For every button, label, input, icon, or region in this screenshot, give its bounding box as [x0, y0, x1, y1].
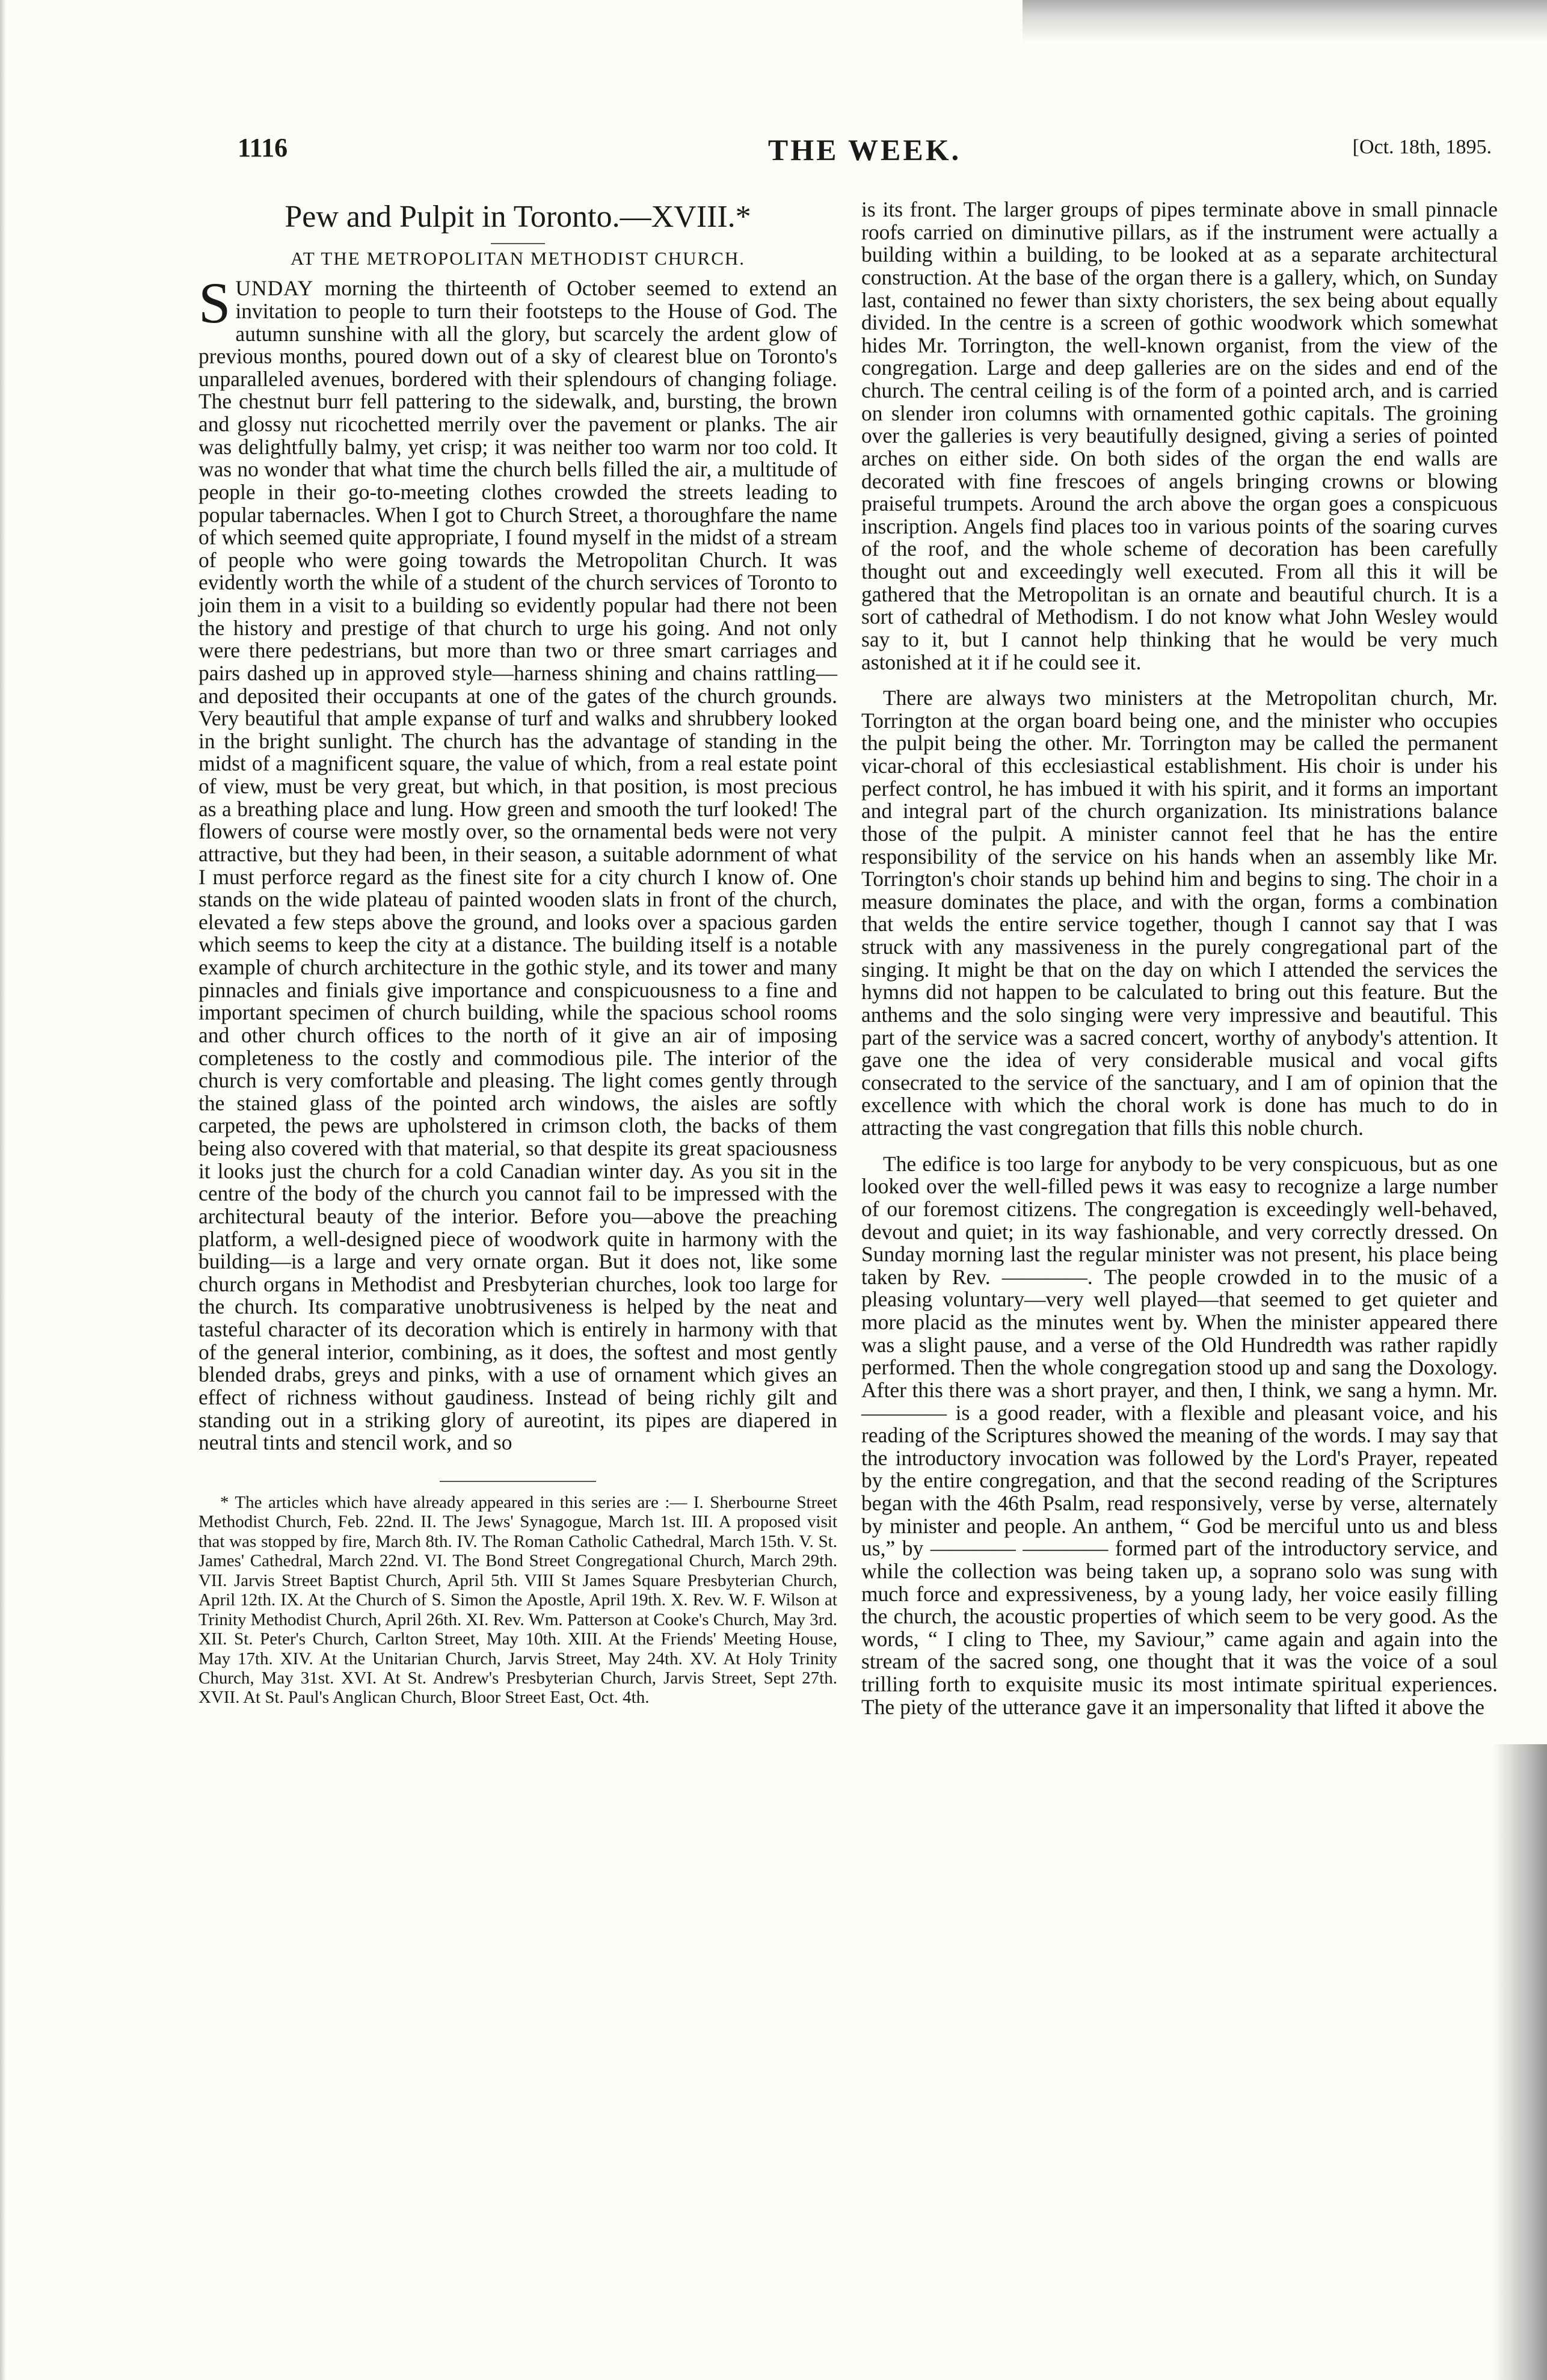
scan-edge-shadow-top: [1023, 0, 1547, 42]
scan-edge-shadow-right: [1493, 1744, 1547, 2380]
scan-edge-shadow-left: [0, 0, 6, 2380]
article-paragraph-3: There are always two ministers at the Metropolitan church, Mr. Torrington at the organ board being one, and the minister who occupies the pulpit being the other. Mr. Torrington may be called the permanent vicar-choral of this ecclesiastical establishment. His choir is under his perfect control, he has imbued it with his spirit, and it forms an important and integral part of the church organization. Its ministrations balance those of the pulpit. A minister cannot feel that he has the entire responsibility of the service on his hands when an assembly like Mr. Torrington's choir stands up behind him and begins to sing. The choir in a measure dominates the place, and with the organ, forms a combination that welds the entire service together, though I cannot say that I was struck with any massiveness in the purely congregational part of the singing. It might be that on the day on which I attended the services the hymns did not happen to be calculated to bring out this feature. But the anthems and the solo singing were very impressive and beautiful. This part of the service was a sacred concert, worthy of anybody's attention. It gave one the idea of very considerable musical and vocal gifts consecrated to the service of the sanctuary, and I am of opinion that the excellence with which the choral work is done has much to do in attracting the vast congregation that fills this noble church.: [861, 686, 1498, 1140]
article-title: Pew and Pulpit in Toronto.—XVIII.*: [284, 200, 751, 234]
article-paragraph-4: The edifice is too large for anybody to be very conspicuous, but as one looked over the well-filled pews it was easy to recognize a large number of our foremost citizens. The congregation is exceedingly well-behaved, devout and quiet; in its way fashionable, and very correctly dressed. On Sunday morning last the regular minister was not present, his place being taken by Rev. ————. The people crowded in to the music of a pleasing voluntary—very well played—that seemed to get quieter and more placid as the minutes went by. When the minister appeared there was a slight pause, and a verse of the Old Hundredth was rather rapidly performed. Then the whole congregation stood up and sang the Doxology. After this there was a short prayer, and then, I think, we sang a hymn. Mr. ———— is a good reader, with a flexible and pleasant voice, and his reading of the Scriptures showed the meaning of the words. I may say that the introductory invocation was followed by the Lord's Prayer, repeated by the entire congregation, and that the second reading of the Scriptures began with the 46th Psalm, read responsively, verse by verse, alternately by minister and people. An anthem, “ God be merciful unto us and bless us,” by ———— ———— formed part of the introductory service, and while the collection was being taken up, a soprano solo was sung with much force and expressiveness, by a young lady, her voice easily filling the church, the acoustic properties of which seem to be very good. As the words, “ I cling to Thee, my Saviour,” came again and again into the stream of the sacred song, one thought that it was the voice of a soul trilling forth to exquisite music its most intimate spiritual experiences. The piety of the utterance gave it an impersonality that lifted it above the: [861, 1151, 1498, 1719]
right-column: [861, 198, 1498, 1718]
journal-title: THE WEEK.: [767, 133, 962, 167]
left-column: [198, 198, 837, 1708]
title-divider: [491, 243, 545, 244]
article-paragraph-1: [198, 271, 837, 1455]
article-subtitle: AT THE METROPOLITAN METHODIST CHURCH.: [290, 248, 746, 269]
paragraph-1-text: morning the thirteenth of October seemed to extend an invitation to people to turn their footsteps to the House of God. The autumn sunshine with all the glory, but scarcely the ardent glow of previous months, poured down out of a sky of clearest blue on Toronto's unparalleled avenues, bordered with their splendours of changing foliage. The chestnut burr fell pattering to the sidewalk, and, bursting, the brown and glossy nut ricochetted merrily over the pavement or planks. The air was delightfully balmy, yet crisp; it was neither too warm nor too cold. It was no wonder that what time the church bells filled the air, a multitude of people in their go-to-meeting clothes crowded the streets leading to popular tabernacles. When I got to Church Street, a thoroughfare the name of which seemed quite appropriate, I found myself in the midst of a stream of people who were going towards the Metropolitan Church. It was evidently worth the while of a student of the church services of Toronto to join them in a visit to a building so evidently popular had there not been the history and prestige of that church to urge his going. And not only were there pedestrians, but more than two or three smart carriages and pairs dashed up in approved style—harness shining and chains rattling—and deposited their occupants at one of the gates of the church grounds. Very beautiful that ample expanse of turf and walks and shrubbery looked in the bright sunlight. The church has the advantage of standing in the midst of a magnificent square, the value of which, from a real estate point of view, must be very great, but which, in that position, is most precious as a breathing place and lung. How green and smooth the turf looked! The flowers of course were mostly over, so the ornamental beds were not very attractive, but they had been, in their season, a suitable adornment of what I must perforce regard as the finest site for a city church I know of. One stands on the wide plateau of painted wooden slats in front of the church, elevated a few steps above the ground, and looks over a spacious garden which seems to keep the city at a distance. The building itself is a notable example of church architecture in the gothic style, and its tower and many pinnacles and finials give importance and conspicuousness to a fine and important specimen of church building, while the spacious school rooms and other church offices to the north of it give an air of imposing completeness to the costly and commodious pile. The interior of the church is very comfortable and pleasing. The light comes gently through the stained glass of the pointed arch windows, the aisles are softly carpeted, the pews are upholstered in crimson cloth, the backs of them being also covered with that material, so that despite its great spaciousness it looks just the church for a cold Canadian winter day. As you sit in the centre of the body of the church you cannot fail to be impressed with the architectural beauty of the interior. Before you—above the preaching platform, a well-designed piece of woodwork quite in harmony with the building—is a large and very ornate organ. But it does not, like some church organs in Methodist and Presbyterian churches, look too large for the church. Its comparative unobtrusiveness is helped by the neat and tasteful character of its decoration which is entirely in harmony with that of the general interior, combining, as it does, the softest and most gently blended drabs, greys and pinks, with a use of ornament which gives an effect of richness without gaudiness. Instead of being richly gilt and standing out in a striking glory of aureotint, its pipes are diapered in neutral tints and stencil work, and so: [198, 276, 837, 1455]
series-footnote: * The articles which have already appeared in this series are :— I. Sherbourne Street Methodist Church, Feb. 22nd. II. The Jews' Synagogue, March 1st. III. A proposed visit that was stopped by fire, March 8th. IV. The Roman Catholic Cathedral, March 15th. V. St. James' Cathedral, March 22nd. VI. The Bond Street Congregational Church, March 29th. VII. Jarvis Street Baptist Church, April 5th. VIII St James Square Presbyterian Church, April 12th. IX. At the Church of S. Simon the Apostle, April 19th. X. Rev. W. F. Wilson at Trinity Methodist Church, April 26th. XI. Rev. Wm. Patterson at Cooke's Church, May 3rd. XII. St. Peter's Church, Carlton Street, May 10th. XIII. At the Friends' Meeting House, May 17th. XIV. At the Unitarian Church, Jarvis Street, May 24th. XV. At Holy Trinity Church, May 31st. XVI. At St. Andrew's Presbyterian Church, Jarvis Street, Sept 27th. XVII. At St. Paul's Anglican Church, Bloor Street East, Oct. 4th.: [198, 1492, 837, 1708]
lead-smallcaps: UNDAY: [235, 276, 314, 301]
page-header: [238, 132, 1492, 174]
footnote-divider: [440, 1481, 596, 1482]
article-paragraph-2: is its front. The larger groups of pipes terminate above in small pinnacle roofs carried on diminutive pillars, as if the instrument were actually a building within a building, to be looked at as a separate architectural construction. At the base of the organ there is a gallery, which, on Sunday last, contained no fewer than sixty choristers, the sex being about equally divided. In the centre is a screen of gothic woodwork which somewhat hides Mr. Torrington, the well-known organist, from the view of the congregation. Large and deep galleries are on the sides and end of the church. The central ceiling is of the form of a pointed arch, and is carried on slender iron columns with ornamented gothic capitals. The groining over the galleries is very beautifully designed, giving a series of pointed arches on either side. On both sides of the organ the end walls are decorated with fine frescoes of angels bringing crowns or blowing praiseful trumpets. Around the arch above the organ goes a conspicuous inscription. Angels find places too in various points of the soaring curves of the roof, and the whole scheme of decoration has been carefully thought out and exceedingly well executed. From all this it will be gathered that the Metropolitan is an ornate and beautiful church. It is a sort of cathedral of Methodism. I do not know what John Wesley would say to it, but I cannot help thinking that he would be very much astonished at it if he could see it.: [861, 197, 1498, 674]
issue-date: [Oct. 18th, 1895.: [1352, 136, 1492, 158]
page-number: 1116: [238, 133, 288, 162]
drop-cap: S: [198, 271, 231, 336]
